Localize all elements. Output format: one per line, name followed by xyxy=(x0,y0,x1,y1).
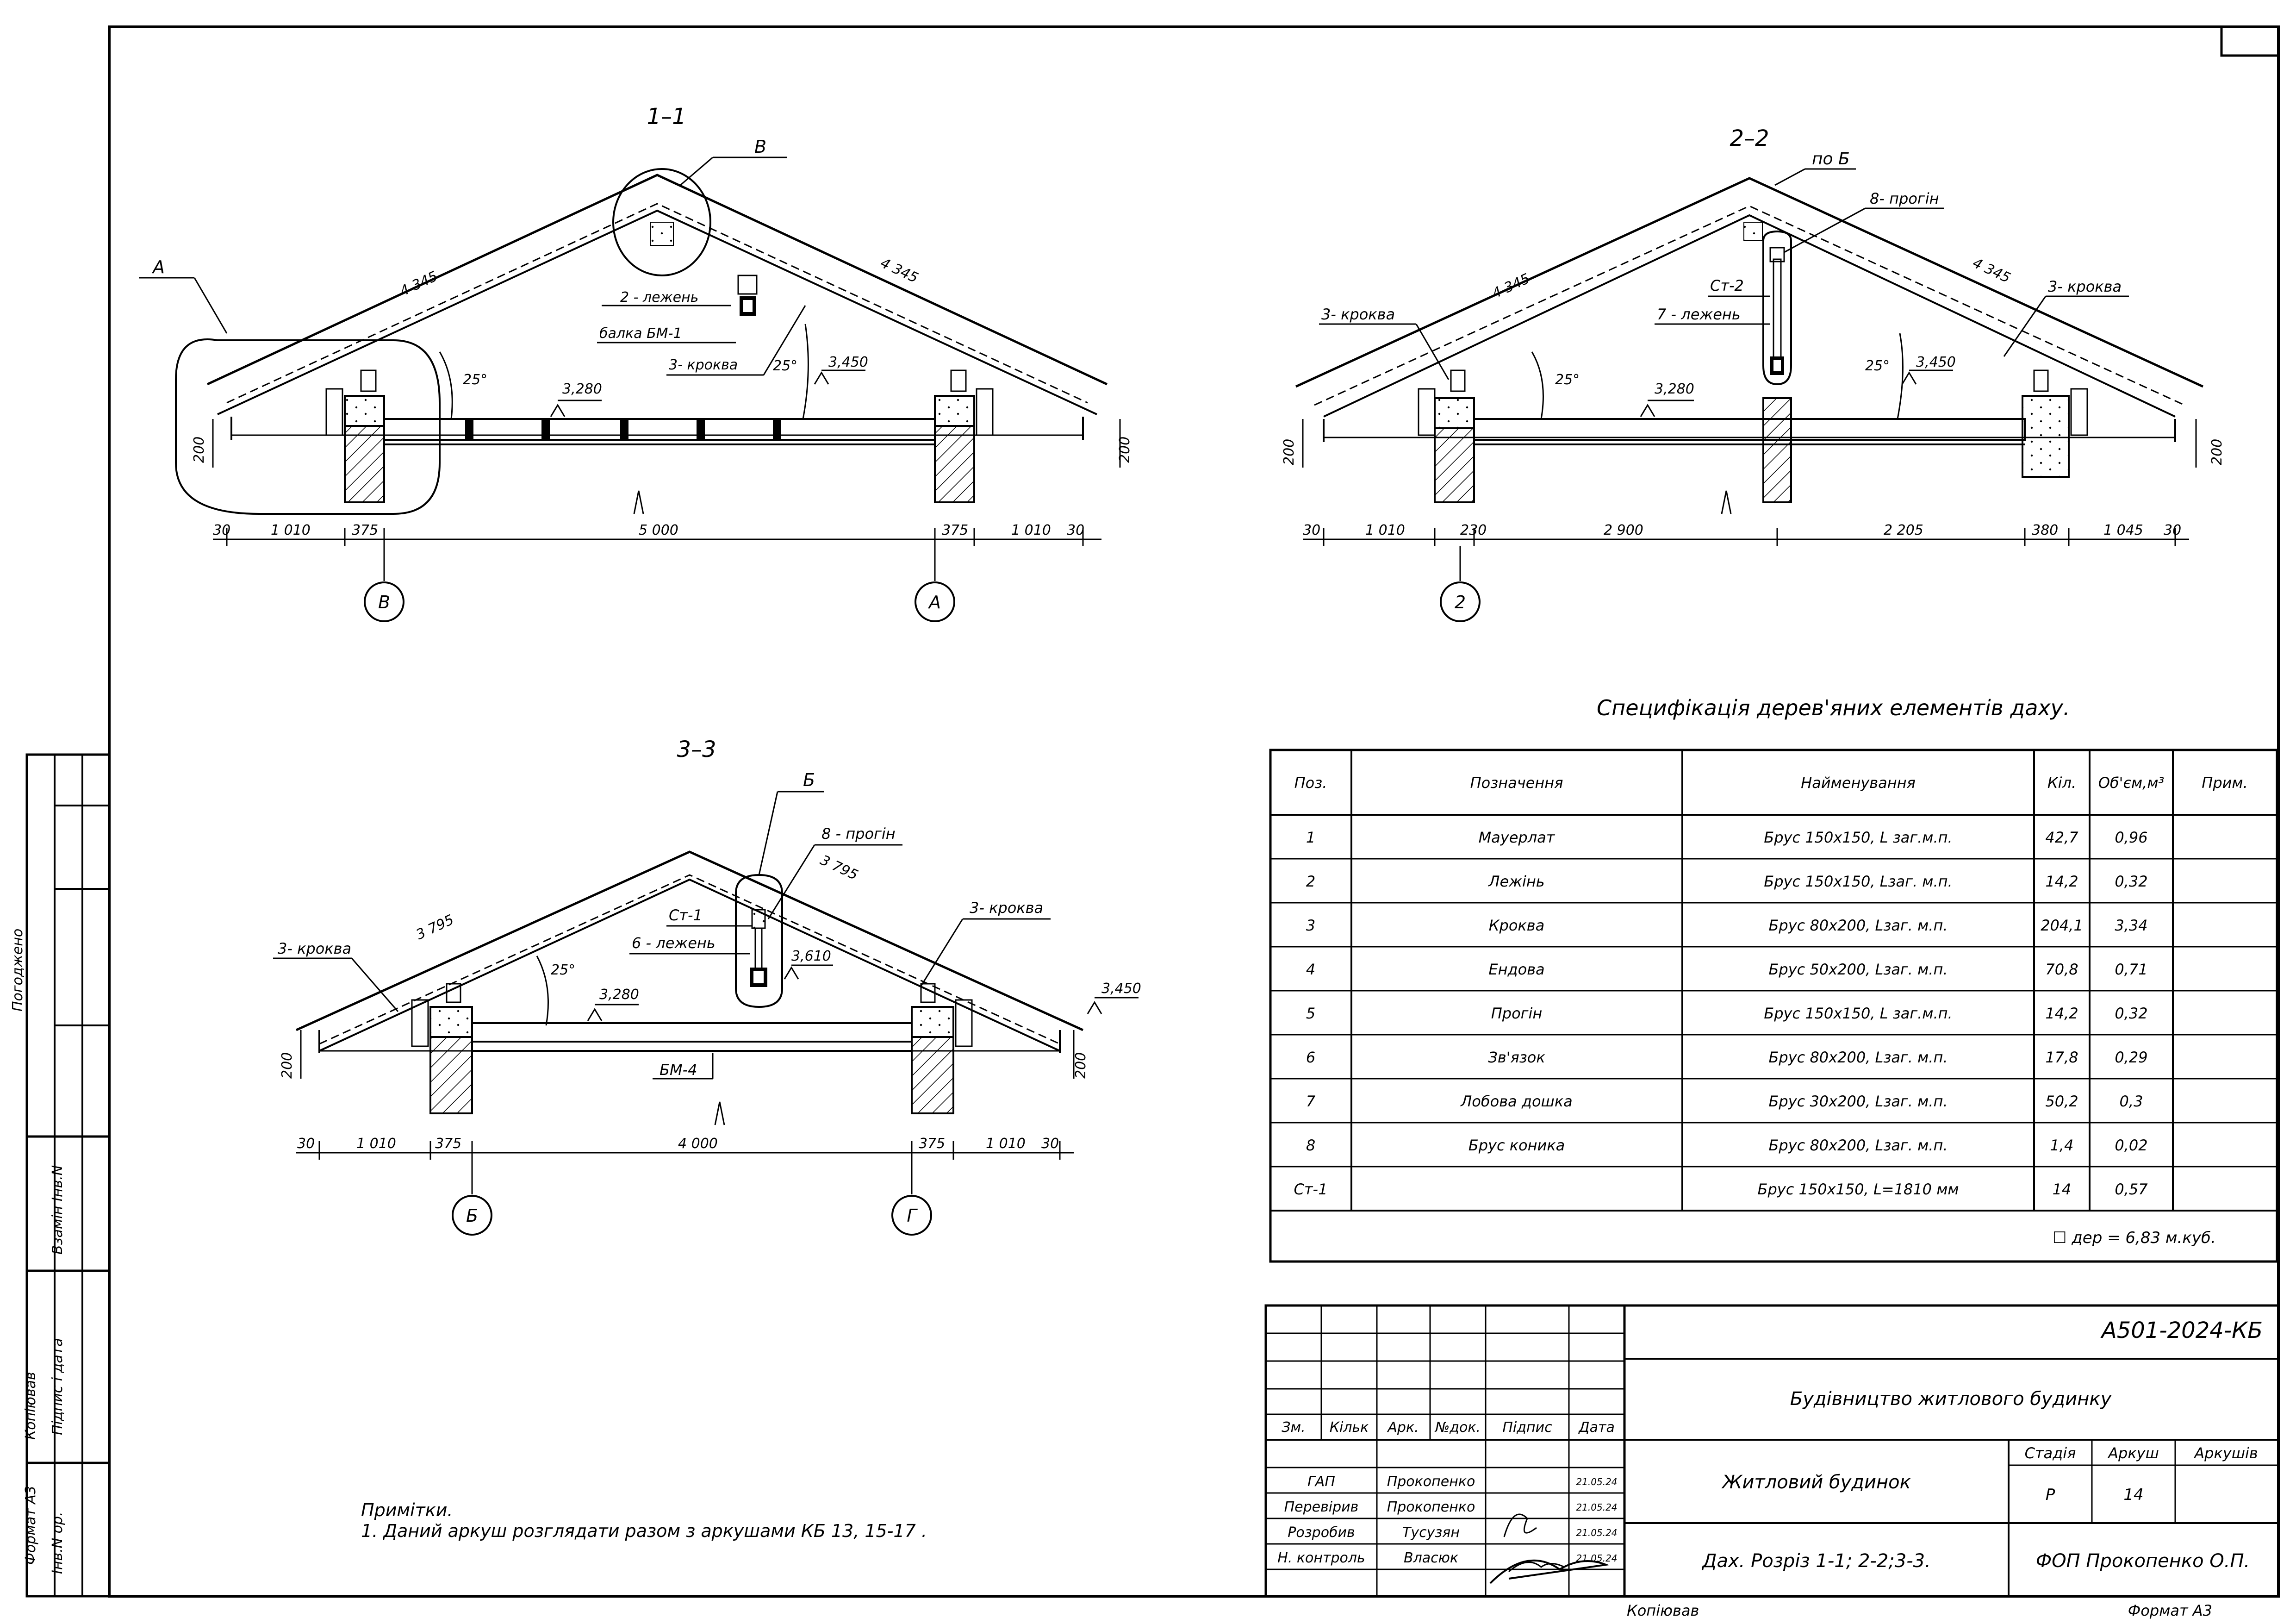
spec-cell: 1 xyxy=(1306,829,1316,846)
spec-cell: 0,57 xyxy=(2115,1181,2148,1198)
sheet-frame xyxy=(109,27,2278,1596)
callout-post-3 xyxy=(736,875,782,1007)
label-progin-2: 8- прогін xyxy=(1870,190,1939,207)
spec-cell: 70,8 xyxy=(2045,961,2078,978)
spec-total: ☐ дер = 6,83 м.куб. xyxy=(2053,1229,2216,1247)
pogodzheno-label: Погоджено xyxy=(10,928,26,1012)
tb-company: ФОП Прокопенко О.П. xyxy=(2035,1550,2250,1572)
pidpys-data-label: Підпис і дата xyxy=(50,1338,66,1435)
table-row xyxy=(1306,961,2148,978)
spec-cell: 8 xyxy=(1306,1137,1316,1154)
height-right-2: 200 xyxy=(2209,438,2225,465)
spec-header-poznachennya: Позначення xyxy=(1470,774,1563,792)
label-lezhen-3: 6 - лежень xyxy=(632,934,716,952)
wall-middle-2 xyxy=(1763,398,1791,502)
spec-cell: Брус 80х200, Lзаг. м.п. xyxy=(1768,1137,1948,1154)
dim-3-3: 375 xyxy=(435,1136,462,1152)
spec-cell: 4 xyxy=(1306,961,1316,978)
axis-v-label: В xyxy=(378,592,391,612)
title-block xyxy=(1266,1305,2278,1596)
table-row xyxy=(1306,873,2148,890)
section-1-1 xyxy=(139,104,1133,621)
tb-role: Перевірив xyxy=(1284,1499,1359,1515)
callout-b-label: Б xyxy=(803,770,815,790)
spec-header-row xyxy=(1294,774,2248,792)
spec-cell: Брус 80х200, Lзаг. м.п. xyxy=(1768,917,1948,934)
tb-date: 21.05.24 xyxy=(1576,1502,1618,1513)
tb-head-ndok: №док. xyxy=(1435,1419,1481,1436)
table-row xyxy=(1306,917,2148,934)
wall-right-1 xyxy=(935,426,974,502)
spec-cell: 7 xyxy=(1306,1093,1316,1110)
dim-1-4: 5 000 xyxy=(639,522,678,538)
tb-person: Власюк xyxy=(1403,1550,1459,1566)
tb-person: Прокопенко xyxy=(1387,1474,1475,1490)
spec-cell: 0,29 xyxy=(2115,1049,2148,1066)
table-row xyxy=(1306,1093,2143,1110)
side-stamp xyxy=(10,755,109,1596)
height-left-2: 200 xyxy=(1281,438,1297,465)
spec-cell: 204,1 xyxy=(2041,917,2083,934)
spec-cell: 14 xyxy=(2052,1181,2072,1198)
spec-cell: 0,32 xyxy=(2115,1005,2148,1022)
list-item xyxy=(1288,1524,1617,1541)
label-krokva-right-3: 3- кроква xyxy=(970,899,1044,917)
table-row xyxy=(1306,829,2148,846)
callout-po-b: по Б xyxy=(1812,150,1850,169)
spec-cell: 17,8 xyxy=(2045,1049,2078,1066)
wall-right-2 xyxy=(2022,396,2069,477)
dim-rafter-left-2: 4 345 xyxy=(1489,270,1533,302)
roof-outline-1 xyxy=(207,175,1107,384)
angle-left-1: 25° xyxy=(463,372,488,388)
tb-role: ГАП xyxy=(1307,1474,1335,1490)
label-lezhen-1: 2 - лежень xyxy=(620,289,699,306)
tb-head-kilk: Кільк xyxy=(1329,1419,1369,1436)
spec-header-pos: Поз. xyxy=(1294,774,1327,792)
list-item xyxy=(1277,1550,1617,1566)
spec-header-prym: Прим. xyxy=(2202,774,2248,792)
spec-header-naymenuvannya: Найменування xyxy=(1801,774,1916,792)
axis-b-label: Б xyxy=(466,1206,479,1226)
axis-g-label: Г xyxy=(907,1206,917,1226)
height-right-1: 200 xyxy=(1117,436,1133,463)
level-3-s3: 3,450 xyxy=(1101,981,1141,997)
level-2-s2: 3,450 xyxy=(1916,354,1956,370)
tb-head-pidpys: Підпис xyxy=(1502,1419,1552,1436)
spec-cell: Зв'язок xyxy=(1488,1049,1545,1066)
dim-3-7: 30 xyxy=(1041,1136,1059,1152)
dim-2-1: 30 xyxy=(1303,522,1321,538)
spec-cell: Мауерлат xyxy=(1478,829,1555,846)
table-row xyxy=(1306,1005,2148,1022)
height-left-3: 200 xyxy=(279,1052,295,1079)
dim-3-2: 1 010 xyxy=(356,1136,396,1152)
tb-object: Житловий будинок xyxy=(1722,1472,1911,1493)
angle-right-2: 25° xyxy=(1865,358,1890,374)
dim-1-3: 375 xyxy=(352,522,379,538)
section-3-3 xyxy=(273,737,1141,1235)
spec-cell: 14,2 xyxy=(2045,873,2078,890)
tb-stage-value: Р xyxy=(2045,1486,2055,1504)
spec-cell: Брус 150х150, L заг.м.п. xyxy=(1764,1005,1953,1022)
spec-cell: Брус 150х150, L заг.м.п. xyxy=(1764,829,1953,846)
callout-v-label: В xyxy=(754,137,767,157)
dim-1-1: 30 xyxy=(213,522,231,538)
spec-header-kil: Кіл. xyxy=(2047,774,2077,792)
ceiling-joists-1 xyxy=(465,419,781,440)
spec-cell: Брус 80х200, Lзаг. м.п. xyxy=(1768,1049,1948,1066)
level-2-s1: 3,450 xyxy=(828,354,868,370)
notes-title: Примітки. xyxy=(361,1500,453,1520)
inv-orig-label: Інв.N ор. xyxy=(50,1512,66,1574)
spec-cell: 42,7 xyxy=(2045,829,2078,846)
bottom-format: Формат А3 xyxy=(2128,1602,2212,1619)
label-krokva-right-2: 3- кроква xyxy=(2048,278,2122,295)
dim-2-3: 230 xyxy=(1460,522,1487,538)
tb-sheet-header: Аркуш xyxy=(2108,1444,2159,1462)
axis-2-label: 2 xyxy=(1454,592,1466,612)
dim-rafter-left-3: 3 795 xyxy=(413,912,457,943)
level-2-s3: 3,610 xyxy=(791,948,831,964)
spec-cell: 3,34 xyxy=(2115,917,2148,934)
spec-cell: Брус коника xyxy=(1468,1137,1565,1154)
table-row xyxy=(1294,1181,2148,1198)
spec-cell: Прогін xyxy=(1491,1005,1543,1022)
angle-right-1: 25° xyxy=(773,358,798,374)
tb-person: Прокопенко xyxy=(1387,1499,1475,1515)
list-item xyxy=(1307,1474,1617,1490)
height-right-3: 200 xyxy=(1073,1052,1089,1079)
dim-3-1: 30 xyxy=(297,1136,315,1152)
dim-2-6: 380 xyxy=(2032,522,2059,538)
spec-cell: 6 xyxy=(1306,1049,1316,1066)
spec-cell: 50,2 xyxy=(2045,1093,2078,1110)
label-krokva-left-3: 3- кроква xyxy=(278,940,352,957)
callout-area-a xyxy=(176,339,440,514)
spec-cell: Брус 150х150, Lзаг. м.п. xyxy=(1764,873,1953,890)
spec-cell: Лежінь xyxy=(1488,873,1545,890)
label-ct2: Ст-2 xyxy=(1710,277,1744,294)
tb-head-ark: Арк. xyxy=(1388,1419,1419,1436)
specification-table xyxy=(1270,695,2277,1262)
table-row xyxy=(1306,1049,2148,1066)
dim-rafter-left-1: 4 345 xyxy=(397,268,441,300)
section-2-2 xyxy=(1281,125,2225,621)
section-2-title: 2–2 xyxy=(1730,125,1769,151)
spec-cell: 3 xyxy=(1306,917,1316,934)
tb-head-data: Дата xyxy=(1579,1419,1615,1436)
tb-date: 21.05.24 xyxy=(1576,1527,1618,1538)
notes xyxy=(361,1500,927,1541)
section-1-title: 1–1 xyxy=(647,104,686,130)
label-bm4: БМ-4 xyxy=(660,1061,697,1079)
spec-cell: 0,02 xyxy=(2115,1137,2148,1154)
dim-3-6: 1 010 xyxy=(986,1136,1026,1152)
level-1-s1: 3,280 xyxy=(562,381,602,397)
callout-a-label: А xyxy=(153,257,165,277)
spec-header-obyem: Об'єм,м³ xyxy=(2098,774,2165,792)
spec-cell: 14,2 xyxy=(2045,1005,2078,1022)
dim-2-7: 1 045 xyxy=(2103,522,2143,538)
dim-2-8: 30 xyxy=(2164,522,2182,538)
tb-sheet-value: 14 xyxy=(2123,1486,2144,1504)
dim-1-6: 1 010 xyxy=(1011,522,1051,538)
tb-project: Будівництво житлового будинку xyxy=(1790,1388,2112,1410)
spec-cell: 2 xyxy=(1306,873,1316,890)
post-ct2 xyxy=(1773,259,1781,366)
spec-cell: Брус 30х200, Lзаг. м.п. xyxy=(1768,1093,1948,1110)
tb-role: Н. контроль xyxy=(1277,1550,1365,1566)
dim-3-5: 375 xyxy=(919,1136,946,1152)
kopiyuvav-side-label: Копіював xyxy=(23,1372,39,1440)
spec-cell: Брус 50х200, Lзаг. м.п. xyxy=(1768,961,1948,978)
dim-3-4: 4 000 xyxy=(678,1136,718,1152)
level-1-s3: 3,280 xyxy=(599,987,639,1003)
label-krokva-left-2: 3- кроква xyxy=(1321,306,1395,323)
dim-2-4: 2 900 xyxy=(1604,522,1643,538)
tb-date: 21.05.24 xyxy=(1576,1476,1618,1487)
spec-cell: Кроква xyxy=(1488,917,1545,934)
wall-right-3 xyxy=(912,1037,953,1113)
spec-cell: Брус 150х150, L=1810 мм xyxy=(1757,1181,1959,1198)
dim-rafter-right-1: 4 345 xyxy=(877,255,921,287)
spec-cell: Лобова дошка xyxy=(1461,1093,1573,1110)
spec-cell: 5 xyxy=(1306,1005,1316,1022)
dim-2-5: 2 205 xyxy=(1884,522,1923,538)
tb-sheets-header: Аркушів xyxy=(2194,1444,2258,1462)
angle-3: 25° xyxy=(551,962,576,978)
tb-code: А501-2024-КБ xyxy=(2101,1318,2263,1343)
tb-person: Тусузян xyxy=(1402,1524,1460,1541)
spec-title: Специфікація дерев'яних елементів даху. xyxy=(1597,695,2070,720)
vzam-inv-label: Взамін Інв.N xyxy=(50,1165,66,1255)
dim-rafter-right-2: 4 345 xyxy=(1970,255,2013,287)
spec-cell: 1,4 xyxy=(2050,1137,2074,1154)
height-left-1: 200 xyxy=(191,436,207,463)
spec-cell: 0,32 xyxy=(2115,873,2148,890)
table-row xyxy=(1306,1137,2148,1154)
list-item xyxy=(1284,1499,1618,1515)
spec-cell: 0,3 xyxy=(2119,1093,2143,1110)
angle-left-2: 25° xyxy=(1555,372,1580,388)
post-ct1 xyxy=(755,928,762,972)
label-lezhen-2: 7 - лежень xyxy=(1657,306,1741,323)
spec-cell: Ендова xyxy=(1488,961,1545,978)
dim-1-2: 1 010 xyxy=(271,522,311,538)
tb-role: Розробив xyxy=(1288,1524,1355,1541)
label-balka-1: балка БМ-1 xyxy=(599,325,682,342)
tb-head-zm: Зм. xyxy=(1282,1419,1306,1436)
wall-left-1 xyxy=(345,426,384,502)
dim-2-2: 1 010 xyxy=(1365,522,1405,538)
format-side-label: Формат А3 xyxy=(23,1486,39,1565)
wall-left-3 xyxy=(430,1037,472,1113)
notes-line-1: 1. Даний аркуш розглядати разом з аркушами КБ 13, 15-17 . xyxy=(361,1521,927,1541)
spec-cell: 0,71 xyxy=(2115,961,2148,978)
section-3-title: 3–3 xyxy=(677,737,716,762)
tb-date: 21.05.24 xyxy=(1576,1553,1618,1564)
spec-cell: 0,96 xyxy=(2115,829,2148,846)
signature-marks xyxy=(1490,1514,1606,1583)
level-1-s2: 3,280 xyxy=(1655,381,1694,397)
label-progin-3: 8 - прогін xyxy=(821,825,896,843)
label-krokva-1: 3- кроква xyxy=(669,357,738,373)
dim-rafter-right-3: 3 795 xyxy=(817,852,861,884)
dim-1-5: 375 xyxy=(942,522,969,538)
label-ct1: Ст-1 xyxy=(669,906,703,924)
spec-cell: Ст-1 xyxy=(1294,1181,1328,1198)
dim-1-7: 30 xyxy=(1067,522,1085,538)
wall-left-2 xyxy=(1435,428,1474,502)
tb-stage-header: Стадія xyxy=(2024,1444,2076,1462)
bottom-kopiyuvav: Копіював xyxy=(1627,1602,1699,1619)
axis-a-label: А xyxy=(929,592,941,612)
tb-sheet-name: Дах. Розріз 1-1; 2-2;3-3. xyxy=(1702,1550,1931,1572)
